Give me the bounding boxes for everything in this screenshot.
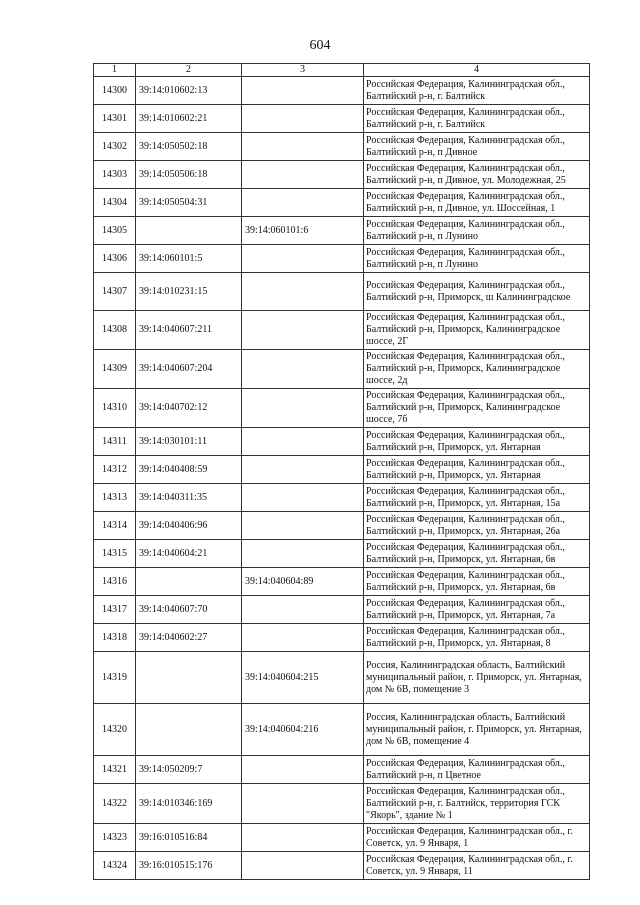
- cadastral-number-alt: [242, 824, 364, 852]
- table-row: [94, 624, 590, 652]
- cadastral-number: 39:14:040406:96: [136, 512, 242, 540]
- row-number: 14308: [94, 311, 136, 350]
- row-number: 14322: [94, 784, 136, 824]
- row-number: 14301: [94, 105, 136, 133]
- cadastral-number-alt: [242, 756, 364, 784]
- header-row: [94, 64, 590, 77]
- address: Российская Федерация, Калининградская обл., Балтийский р-н, Приморск, ул. Янтарная: [364, 428, 590, 456]
- table-row: [94, 189, 590, 217]
- table-row: [94, 704, 590, 756]
- address: Российская Федерация, Калининградская обл., г. Советск, ул. 9 Января, 11: [364, 852, 590, 880]
- cadastral-number-alt: 39:14:060101:6: [242, 217, 364, 245]
- address: Российская Федерация, Калининградская обл., Балтийский р-н, Приморск, Калининградское шоссе, 2Г: [364, 311, 590, 350]
- row-number: 14310: [94, 389, 136, 428]
- row-number: 14311: [94, 428, 136, 456]
- cadastral-number-alt: [242, 512, 364, 540]
- row-number: 14314: [94, 512, 136, 540]
- row-number: 14317: [94, 596, 136, 624]
- address: Российская Федерация, Калининградская обл., Балтийский р-н, п Цветное: [364, 756, 590, 784]
- cadastral-number: 39:14:010602:21: [136, 105, 242, 133]
- row-number: 14318: [94, 624, 136, 652]
- row-number: 14305: [94, 217, 136, 245]
- cadastral-number-alt: [242, 428, 364, 456]
- row-number: 14323: [94, 824, 136, 852]
- row-number: 14316: [94, 568, 136, 596]
- table-row: [94, 245, 590, 273]
- address: Российская Федерация, Калининградская обл., Балтийский р-н, п Лунино: [364, 245, 590, 273]
- address: Российская Федерация, Калининградская обл., г. Советск, ул. 9 Января, 1: [364, 824, 590, 852]
- cadastral-number-alt: [242, 456, 364, 484]
- page-number: 604: [309, 38, 331, 53]
- address: Российская Федерация, Калининградская обл., Балтийский р-н, Приморск, ул. Янтарная, 6в: [364, 540, 590, 568]
- cadastral-number: 39:14:040607:211: [136, 311, 242, 350]
- table-row: [94, 568, 590, 596]
- cadastral-number: 39:14:040602:27: [136, 624, 242, 652]
- address: Россия, Калининградская область, Балтийский муниципальный район, г. Приморск, ул. Янтарная, дом № 6В, помещение 4: [364, 704, 590, 756]
- table-row: [94, 852, 590, 880]
- cadastral-number-alt: [242, 389, 364, 428]
- cadastral-number-alt: [242, 596, 364, 624]
- column-header: 3: [242, 64, 364, 77]
- table-row: [94, 273, 590, 311]
- address: Российская Федерация, Калининградская обл., Балтийский р-н, Приморск, ул. Янтарная, 8: [364, 624, 590, 652]
- row-number: 14313: [94, 484, 136, 512]
- address: Российская Федерация, Калининградская обл., Балтийский р-н, Приморск, ул. Янтарная, 15а: [364, 484, 590, 512]
- cadastral-number: 39:14:050209:7: [136, 756, 242, 784]
- row-number: 14321: [94, 756, 136, 784]
- cadastral-number: 39:14:050506:18: [136, 161, 242, 189]
- row-number: 14300: [94, 77, 136, 105]
- table-row: [94, 133, 590, 161]
- cadastral-number: 39:16:010516:84: [136, 824, 242, 852]
- cadastral-number: 39:14:040408:59: [136, 456, 242, 484]
- cadastral-number-alt: [242, 133, 364, 161]
- row-number: 14315: [94, 540, 136, 568]
- cadastral-number-alt: 39:14:040604:216: [242, 704, 364, 756]
- table-row: [94, 389, 590, 428]
- row-number: 14319: [94, 652, 136, 704]
- row-number: 14309: [94, 350, 136, 389]
- table-row: [94, 756, 590, 784]
- table-row: [94, 428, 590, 456]
- cadastral-number: 39:14:060101:5: [136, 245, 242, 273]
- cadastral-number-alt: [242, 784, 364, 824]
- cadastral-number: 39:14:040702:12: [136, 389, 242, 428]
- row-number: 14320: [94, 704, 136, 756]
- cadastral-number-alt: 39:14:040604:89: [242, 568, 364, 596]
- table-row: [94, 350, 590, 389]
- cadastral-number: [136, 704, 242, 756]
- cadastral-number: 39:16:010515:176: [136, 852, 242, 880]
- table-row: [94, 596, 590, 624]
- address: Российская Федерация, Калининградская обл., Балтийский р-н, п Дивное, ул. Молодежная, 25: [364, 161, 590, 189]
- cadastral-number-alt: [242, 484, 364, 512]
- table-row: [94, 105, 590, 133]
- cadastral-number: [136, 652, 242, 704]
- address: Российская Федерация, Калининградская обл., Балтийский р-н, п Лунино: [364, 217, 590, 245]
- cadastral-number-alt: [242, 161, 364, 189]
- table-row: [94, 77, 590, 105]
- address: Россия, Калининградская область, Балтийский муниципальный район, г. Приморск, ул. Янтарная, дом № 6В, помещение 3: [364, 652, 590, 704]
- cadastral-number-alt: [242, 105, 364, 133]
- table-row: [94, 652, 590, 704]
- cadastral-number-alt: [242, 77, 364, 105]
- cadastral-number: 39:14:010346:169: [136, 784, 242, 824]
- table-row: [94, 161, 590, 189]
- table-row: [94, 824, 590, 852]
- address: Российская Федерация, Калининградская обл., Балтийский р-н, г. Балтийск, территория ГСК "Якорь", здание № 1: [364, 784, 590, 824]
- row-number: 14303: [94, 161, 136, 189]
- address: Российская Федерация, Калининградская обл., Балтийский р-н, Приморск, Калининградское шоссе, 2д: [364, 350, 590, 389]
- address: Российская Федерация, Калининградская обл., Балтийский р-н, п Дивное, ул. Шоссейная, 1: [364, 189, 590, 217]
- column-header: 1: [94, 64, 136, 77]
- table-row: [94, 512, 590, 540]
- cadastral-number: 39:14:010602:13: [136, 77, 242, 105]
- cadastral-number: 39:14:040311:35: [136, 484, 242, 512]
- address: Российская Федерация, Калининградская обл., Балтийский р-н, Приморск, ул. Янтарная: [364, 456, 590, 484]
- table-row: [94, 484, 590, 512]
- row-number: 14306: [94, 245, 136, 273]
- address: Российская Федерация, Калининградская обл., Балтийский р-н, Приморск, ш Калининградское: [364, 273, 590, 311]
- cadastral-number-alt: [242, 311, 364, 350]
- cadastral-number: 39:14:050502:18: [136, 133, 242, 161]
- row-number: 14324: [94, 852, 136, 880]
- cadastral-number-alt: [242, 540, 364, 568]
- cadastral-number-alt: [242, 273, 364, 311]
- row-number: 14312: [94, 456, 136, 484]
- cadastral-number: [136, 217, 242, 245]
- cadastral-number-alt: 39:14:040604:215: [242, 652, 364, 704]
- cadastral-number: 39:14:040607:204: [136, 350, 242, 389]
- column-header: 4: [364, 64, 590, 77]
- cadastral-number: 39:14:030101:11: [136, 428, 242, 456]
- table-row: [94, 784, 590, 824]
- address: Российская Федерация, Калининградская обл., Балтийский р-н, Приморск, ул. Янтарная, 6в: [364, 568, 590, 596]
- cadastral-number: 39:14:040604:21: [136, 540, 242, 568]
- cadastral-number: 39:14:010231:15: [136, 273, 242, 311]
- row-number: 14302: [94, 133, 136, 161]
- cadastral-number: 39:14:040607:70: [136, 596, 242, 624]
- table-row: [94, 217, 590, 245]
- address: Российская Федерация, Калининградская обл., Балтийский р-н, г. Балтийск: [364, 77, 590, 105]
- cadastral-number-alt: [242, 350, 364, 389]
- row-number: 14304: [94, 189, 136, 217]
- table-row: [94, 456, 590, 484]
- cadastral-number: [136, 568, 242, 596]
- table-row: [94, 540, 590, 568]
- column-header: 2: [136, 64, 242, 77]
- cadastral-number: 39:14:050504:31: [136, 189, 242, 217]
- cadastral-number-alt: [242, 189, 364, 217]
- address: Российская Федерация, Калининградская обл., Балтийский р-н, Приморск, ул. Янтарная, 26а: [364, 512, 590, 540]
- property-table: [93, 63, 590, 880]
- address: Российская Федерация, Калининградская обл., Балтийский р-н, Приморск, ул. Янтарная, 7а: [364, 596, 590, 624]
- row-number: 14307: [94, 273, 136, 311]
- address: Российская Федерация, Калининградская обл., Балтийский р-н, г. Балтийск: [364, 105, 590, 133]
- cadastral-number-alt: [242, 624, 364, 652]
- table-row: [94, 311, 590, 350]
- cadastral-number-alt: [242, 852, 364, 880]
- address: Российская Федерация, Калининградская обл., Балтийский р-н, п Дивное: [364, 133, 590, 161]
- address: Российская Федерация, Калининградская обл., Балтийский р-н, Приморск, Калининградское шоссе, 7б: [364, 389, 590, 428]
- cadastral-number-alt: [242, 245, 364, 273]
